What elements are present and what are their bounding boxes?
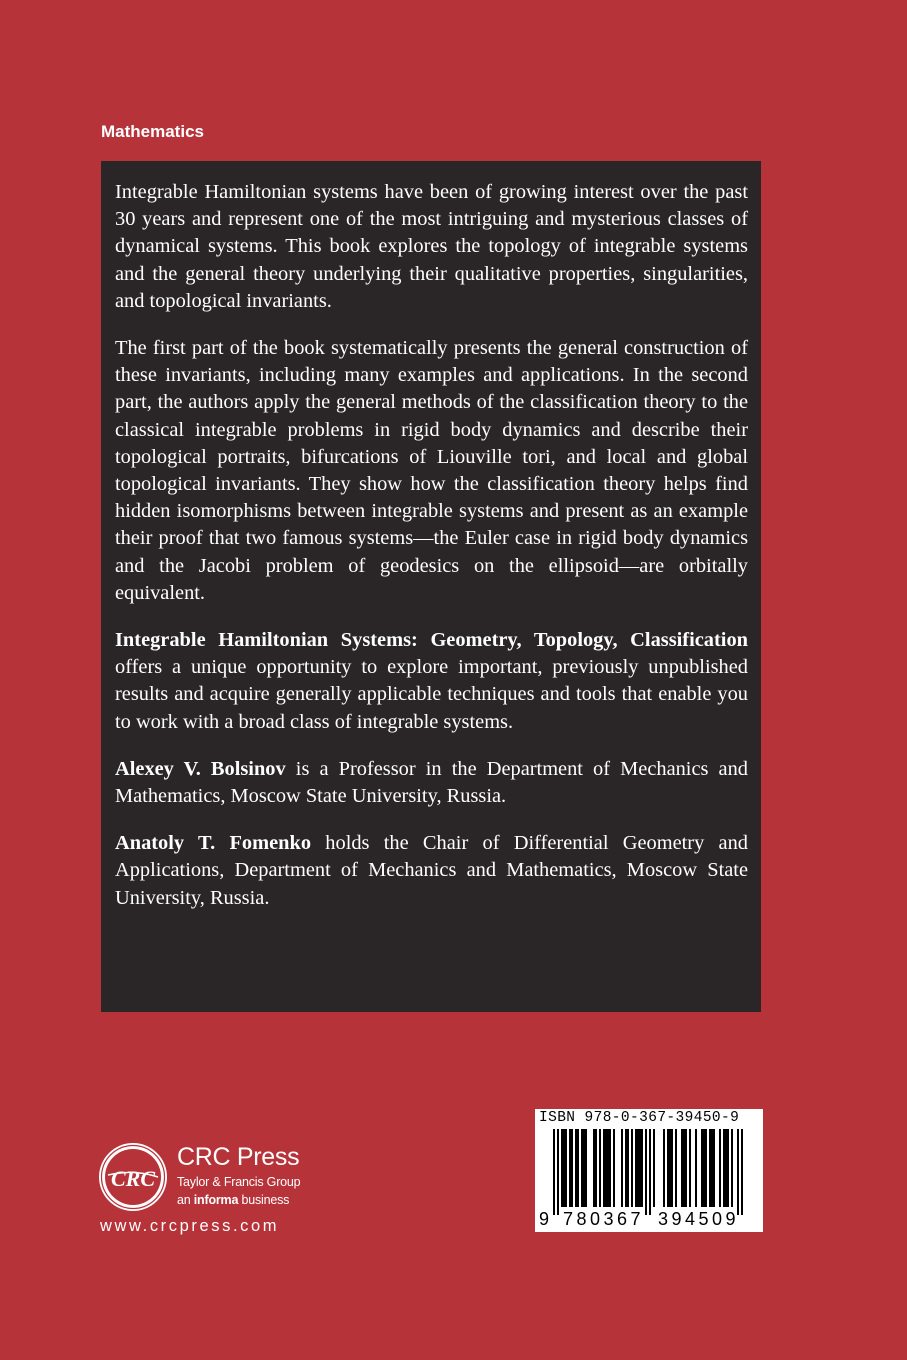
barcode-bar	[557, 1129, 559, 1215]
author-name-1: Alexey V. Bolsinov	[115, 757, 286, 780]
publisher-block	[96, 1142, 366, 1242]
barcode-bar	[569, 1129, 571, 1207]
barcode-bar	[607, 1129, 609, 1207]
barcode-bar	[727, 1129, 729, 1207]
barcode-bar	[671, 1129, 673, 1207]
barcode-bar	[701, 1129, 703, 1207]
ean-left-group: 780367	[563, 1209, 645, 1229]
barcode-bar	[719, 1129, 721, 1207]
barcode-bar	[565, 1129, 567, 1207]
description-paragraph-2: The first part of the book systematically presents the general construction of these invariants, including many examples and applications. In the second part, the authors apply the general methods of the classification theory to the classical integrable problems in rigid body dynamics and describe their topological portraits, bifurcations of Liouville tori, and local and global topological invariants. They show how the classification theory helps find hidden isomorphisms between integrable systems and present as an example their proof that two famous systems—the Euler case in rigid body dynamics and the Jacobi problem of geodesics on the ellipsoid—are orbitally equivalent.	[115, 337, 748, 604]
barcode-bar	[613, 1129, 615, 1207]
barcode-bar	[593, 1129, 595, 1207]
publisher-url: www.crcpress.com	[100, 1217, 280, 1235]
barcode-bar	[663, 1129, 665, 1207]
barcode-bar	[705, 1129, 707, 1207]
barcode-bar	[635, 1129, 637, 1207]
barcode-bar	[581, 1129, 583, 1207]
barcode-bar	[703, 1129, 705, 1207]
barcode-bar	[583, 1129, 585, 1207]
barcode-bar	[737, 1129, 739, 1215]
barcode-bar	[637, 1129, 639, 1207]
barcode-bar	[641, 1129, 643, 1207]
barcode-bar	[575, 1129, 577, 1207]
barcode-bar	[731, 1129, 733, 1207]
category-label: Mathematics	[101, 122, 204, 141]
barcode-bar	[741, 1129, 743, 1215]
publisher-name: CRC Press	[177, 1143, 300, 1171]
crc-logo-icon	[98, 1142, 168, 1212]
barcode-bar	[599, 1129, 601, 1207]
barcode-bar	[725, 1129, 727, 1207]
ean-first-digit: 9	[539, 1209, 550, 1229]
barcode-bar	[681, 1129, 683, 1207]
barcode-bar	[603, 1129, 605, 1207]
publisher-group: Taylor & Francis Group	[177, 1175, 301, 1189]
barcode-bar	[553, 1129, 555, 1215]
barcode-bar	[605, 1129, 607, 1207]
barcode-bar	[585, 1129, 587, 1207]
crc-logo-text: CRC	[110, 1166, 156, 1191]
barcode-bar	[609, 1129, 611, 1207]
barcode-bar	[645, 1129, 647, 1215]
barcode-bar	[571, 1129, 573, 1207]
barcode-bar	[627, 1129, 629, 1207]
author-detail-2: holds the Chair of Differential Geometry and Applications, Department of Mechanics and Mathematics, Moscow State University, Russia.	[115, 832, 748, 909]
barcode-bar	[723, 1129, 725, 1207]
description-paragraph-3	[115, 627, 748, 736]
author-name-2: Anatoly T. Fomenko	[115, 832, 312, 855]
book-title: Integrable Hamiltonian Systems: Geometry, Topology, Classification	[115, 629, 748, 652]
barcode-bar	[649, 1129, 651, 1215]
barcode-bar	[669, 1129, 671, 1207]
business-name: informa	[193, 1193, 239, 1207]
barcode-bar	[577, 1129, 579, 1207]
barcode-bar	[689, 1129, 691, 1207]
author-bio-1	[115, 756, 748, 810]
barcode-bar	[685, 1129, 687, 1207]
barcode-bar	[595, 1129, 597, 1207]
barcode-bar	[675, 1129, 677, 1207]
barcode-bar	[561, 1129, 563, 1207]
barcode-bar	[625, 1129, 627, 1207]
barcode-bar	[653, 1129, 655, 1207]
barcode-bar	[639, 1129, 641, 1207]
business-suffix: business	[238, 1193, 290, 1207]
barcode-bar	[563, 1129, 565, 1207]
ean-right-group: 394509	[658, 1209, 740, 1229]
barcode-bar	[713, 1129, 715, 1207]
book-summary: offers a unique opportunity to explore important, previously unpublished results and acquire generally applicable techniques and tools that enable you to work with a broad class of integrable systems.	[115, 656, 748, 733]
isbn-barcode	[535, 1109, 763, 1232]
barcode-bar	[683, 1129, 685, 1207]
publisher-business-line	[177, 1193, 289, 1207]
barcode-bar	[711, 1129, 713, 1207]
barcode-bar	[695, 1129, 697, 1207]
author-detail-1: is a Professor in the Department of Mechanics and Mathematics, Moscow State University, Russia.	[115, 757, 748, 808]
isbn-label: ISBN 978-0-367-39450-9	[539, 1110, 740, 1126]
description-panel	[101, 161, 761, 1012]
barcode-bar	[631, 1129, 633, 1207]
author-bio-2	[115, 830, 748, 912]
barcode-bar	[621, 1129, 623, 1207]
barcode-bar	[667, 1129, 669, 1207]
business-prefix: an	[177, 1193, 194, 1207]
description-paragraph-1: Integrable Hamiltonian systems have been of growing interest over the past 30 years and represent one of the most intriguing and mysterious classes of dynamical systems. This book explores the topology of integrable systems and the general theory underlying their qualitative properties, singularities, and topological invariants.	[115, 181, 748, 312]
barcode-bar	[709, 1129, 711, 1207]
